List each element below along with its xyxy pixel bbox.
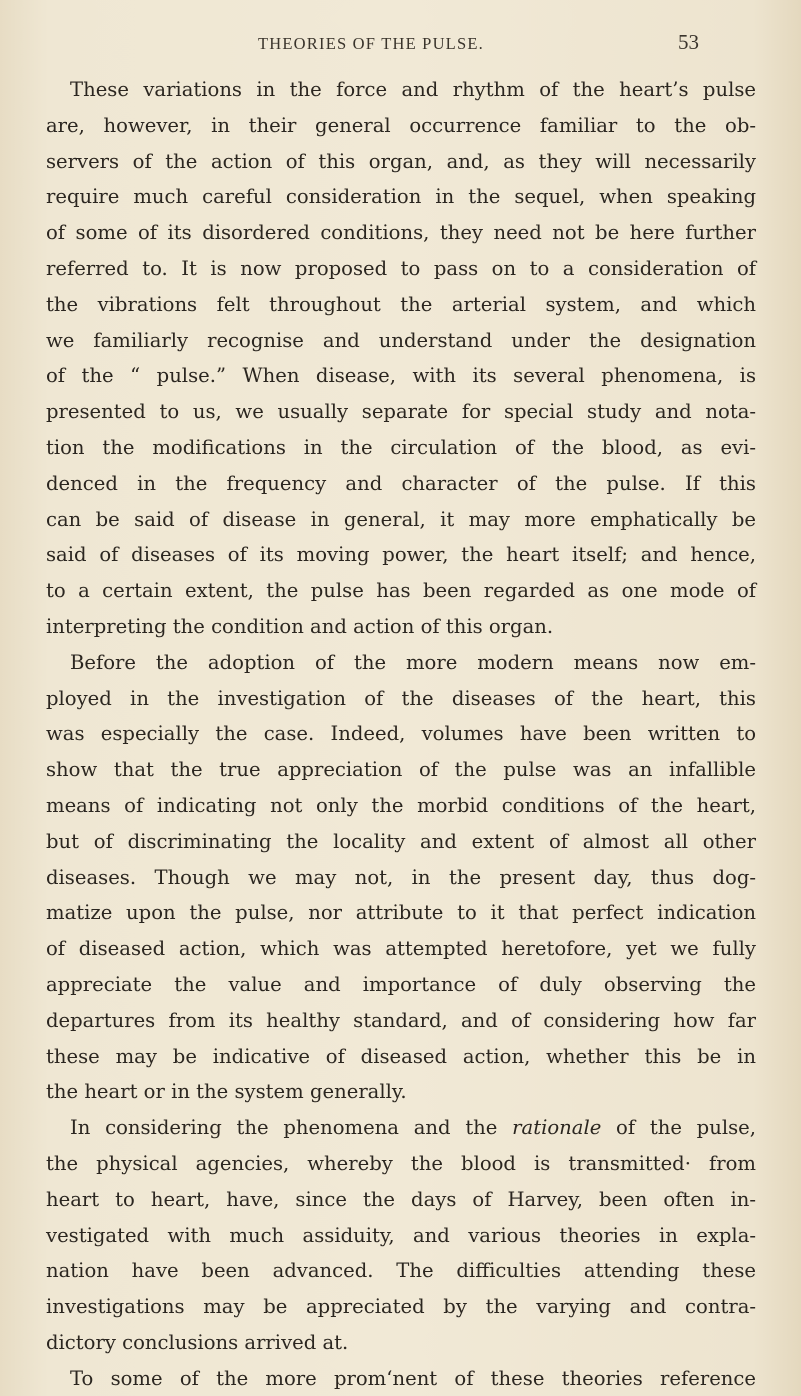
page-number: 53: [678, 30, 699, 54]
text-segment: In considering the phenomena and the: [70, 1116, 513, 1140]
text-line: said of diseases of its moving power, the heart itself; and hence,: [46, 543, 756, 567]
text-line: [46, 1110, 756, 1146]
text-line: diseases. Though we may not, in the present day, thus dog-: [46, 865, 756, 889]
text-line: Before the adoption of the more modern means now em-: [70, 650, 756, 674]
text-line: dictory conclusions arrived at.: [46, 1330, 349, 1354]
text-line: servers of the action of this organ, and, as they will necessarily: [46, 149, 756, 173]
text-line: of the “ pulse.” When disease, with its several phenomena, is: [46, 364, 756, 388]
text-line: but of discriminating the locality and extent of almost all other: [46, 829, 756, 853]
text-line: the physical agencies, whereby the blood is transmitted· from: [46, 1151, 756, 1175]
text-line: means of indicating not only the morbid conditions of the heart,: [46, 793, 756, 817]
text-segment: of the pulse,: [601, 1116, 756, 1140]
text-line: was especially the case. Indeed, volumes have been written to: [46, 722, 756, 746]
text-line: show that the true appreciation of the pulse was an infallible: [46, 758, 756, 782]
text-line: vestigated with much assiduity, and various theories in expla-: [46, 1223, 756, 1247]
text-line: tion the modifications in the circulation of the blood, as evi-: [46, 435, 756, 459]
text-line: investigations may be appreciated by the varying and contra-: [46, 1295, 756, 1319]
text-line: nation have been advanced. The difficulties attending these: [46, 1259, 756, 1283]
text-line: denced in the frequency and character of the pulse. If this: [46, 471, 756, 495]
text-line: to a certain extent, the pulse has been regarded as one mode of: [46, 579, 756, 603]
text-line: interpreting the condition and action of this organ.: [46, 614, 554, 638]
text-line: matize upon the pulse, nor attribute to it that perfect indication: [46, 901, 756, 925]
text-line: of diseased action, which was attempted heretofore, yet we fully: [46, 937, 756, 961]
text-line: these may be indicative of diseased action, whether this be in: [46, 1044, 756, 1068]
text-line: referred to. It is now proposed to pass on to a consideration of: [46, 256, 756, 280]
body-text: [46, 72, 756, 1396]
text-line: are, however, in their general occurrence familiar to the ob-: [46, 113, 756, 137]
running-title: THEORIES OF THE PULSE.: [258, 34, 484, 53]
text-line: departures from its healthy standard, and of considering how far: [46, 1008, 756, 1032]
text-line: of some of its disordered conditions, they need not be here further: [46, 221, 756, 245]
text-line: These variations in the force and rhythm of the heart’s pulse: [70, 78, 756, 101]
text-line: can be said of disease in general, it may more emphatically be: [46, 507, 756, 531]
text-line: require much careful consideration in the sequel, when speaking: [46, 185, 756, 209]
text-line: presented to us, we usually separate for special study and nota-: [46, 400, 756, 424]
text-line: the heart or in the system generally.: [46, 1080, 407, 1104]
running-head: [0, 30, 801, 58]
text-line: appreciate the value and importance of duly observing the: [46, 972, 756, 996]
text-line: we familiarly recognise and understand under the designation: [46, 328, 756, 352]
text-line: ployed in the investigation of the diseases of the heart, this: [46, 686, 756, 710]
text-line: To some of the more prom‘nent of these theories reference: [70, 1366, 756, 1390]
italic-term: rationale: [512, 1116, 602, 1140]
text-line: heart to heart, have, since the days of Harvey, been often in-: [46, 1187, 756, 1211]
text-line: the vibrations felt throughout the arterial system, and which: [46, 292, 756, 316]
